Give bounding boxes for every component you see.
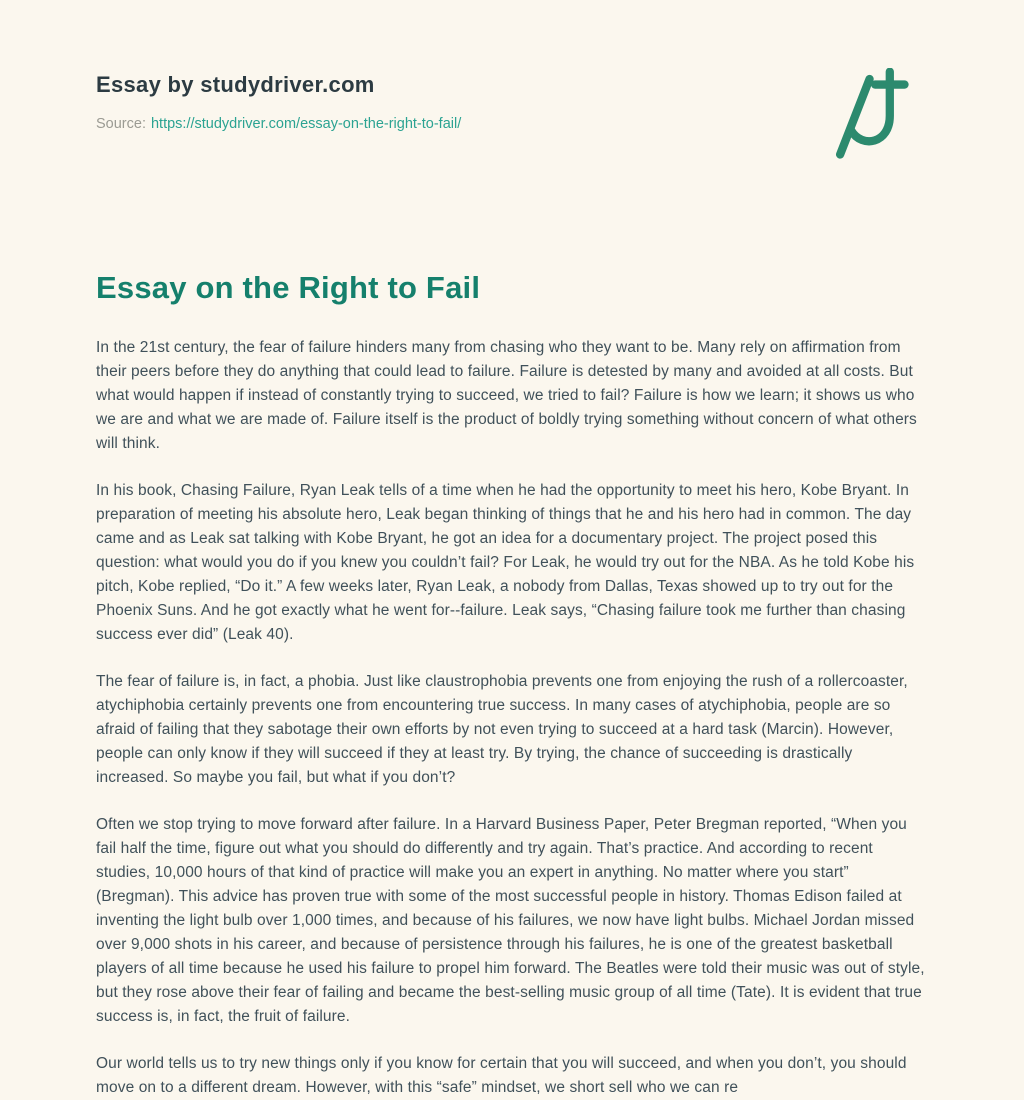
essay-paragraph-3: The fear of failure is, in fact, a phobia. Just like claustrophobia prevents one from enjoying the rush of a rollercoaster, atychiphobia certainly prevents one from encountering true success. In many cases of atychiphobia, people are so afraid of failing that they sabotage their own efforts by not even trying to succeed at a hard task (Marcin). However, people can only know if they will succeed if they at least try. By trying, the chance of succeeding is drastically increased. So maybe you fail, but what if you don’t? [96, 673, 908, 786]
source-line [96, 116, 461, 132]
header-text-block [96, 72, 461, 132]
source-link[interactable]: https://studydriver.com/essay-on-the-right-to-fail/ [150, 116, 462, 132]
essay-paragraph-2: In his book, Chasing Failure, Ryan Leak tells of a time when he had the opportunity to meet his hero, Kobe Bryant. In preparation of meeting his absolute hero, Leak began thinking of things that he and his hero had in common. The day came and as Leak sat talking with Kobe Bryant, he got an idea for a documentary project. The project posed this question: what would you do if you knew you couldn’t fail? For Leak, he would try out for the NBA. As he told Kobe his pitch, Kobe replied, “Do it.” A few weeks later, Ryan Leak, a nobody from Dallas, Texas showed up to try out for the Phoenix Suns. And he got exactly what he went for--failure. Leak says, “Chasing failure took me further than chasing success ever did” (Leak 40). [96, 482, 915, 643]
essay-content [96, 270, 928, 1100]
studydriver-logo-icon [824, 68, 928, 160]
essay-paragraph-1: In the 21st century, the fear of failure hinders many from chasing who they want to be. Many rely on affirmation from their peers before they do anything that could lead to failure. Failure is detested by many and avoided at all costs. But what would happen if instead of constantly trying to succeed, we tried to fail? Failure is how we learn; it shows us who we are and what we are made of. Failure itself is the product of boldly trying something without concern of what others will think. [96, 339, 917, 452]
document-page [96, 0, 928, 1100]
essay-body [96, 336, 928, 1100]
byline: Essay by studydriver.com [96, 72, 375, 97]
essay-paragraph-4: Often we stop trying to move forward after failure. In a Harvard Business Paper, Peter Bregman reported, “When you fail half the time, figure out what you should do differently and try again. That’s practice. And according to recent studies, 10,000 hours of that kind of practice will make you an expert in anything. No matter where you start” (Bregman). This advice has proven true with some of the most successful people in history. Thomas Edison failed at inventing the light bulb over 1,000 times, and because of his failures, we now have light bulbs. Michael Jordan missed over 9,000 shots in his career, and because of persistence through his failures, he is one of the greatest basketball players of all time because he used his failure to propel him forward. The Beatles were told their music was out of style, but they rose above their fear of failing and became the best-selling music group of all time (Tate). It is evident that true success is, in fact, the fruit of failure. [96, 816, 925, 1025]
essay-title: Essay on the Right to Fail [96, 270, 481, 305]
document-header [96, 72, 928, 160]
essay-paragraph-5: Our world tells us to try new things only if you know for certain that you will succeed, and when you don’t, you should move on to a different dream. However, with this “safe” mindset, we short sell who we can re [96, 1055, 907, 1096]
source-label: Source: [96, 116, 146, 132]
